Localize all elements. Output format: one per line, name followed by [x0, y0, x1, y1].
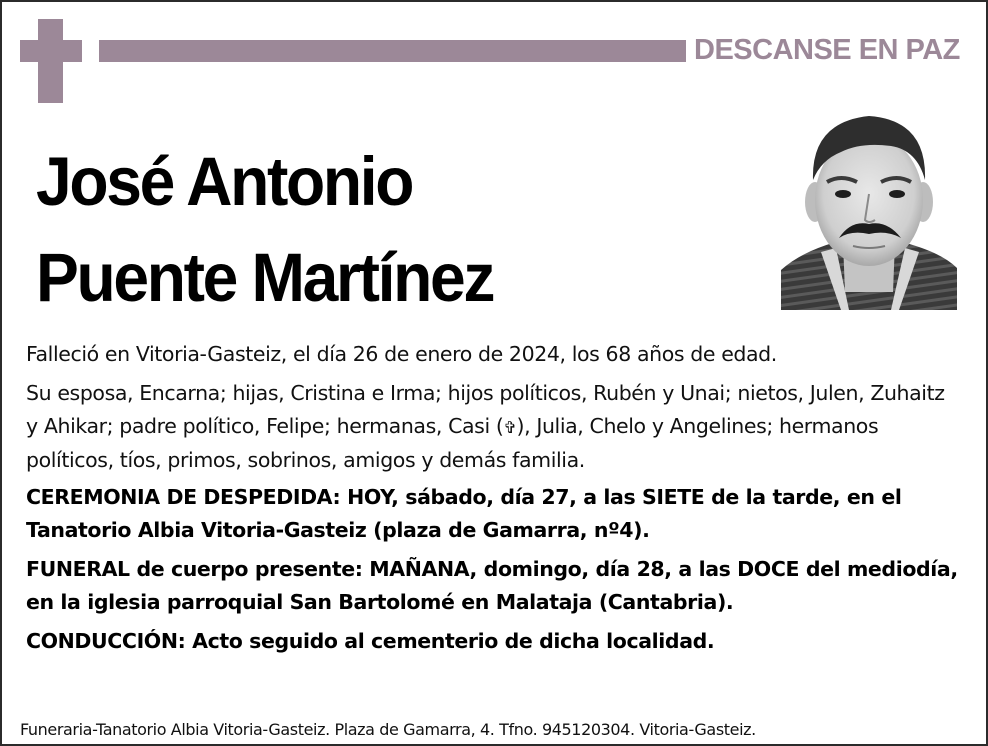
portrait-photo — [781, 102, 957, 310]
death-notice: Falleció en Vitoria-Gasteiz, el día 26 de enero de 2024, los 68 años de edad. — [26, 342, 777, 366]
family-text-part2: ), Julia, Chelo y Angelines; hermanos políticos, tíos, primos, sobrinos, amigos y demás familia. — [26, 414, 879, 472]
header-rule — [99, 40, 686, 62]
ceremony-info: CEREMONIA DE DESPEDIDA: HOY, sábado, día 27, a las SIETE de la tarde, en el Tanatorio Albia Vitoria-Gasteiz (plaza de Gamarra, nº4). — [26, 485, 902, 542]
deceased-cross-icon: ✞ — [503, 418, 517, 437]
funeral-info: FUNERAL de cuerpo presente: MAÑANA, domingo, día 28, a las DOCE del mediodía, en la iglesia parroquial San Bartolomé en Malataja (Cantabria). — [26, 557, 958, 614]
conduction-info: CONDUCCIÓN: Acto seguido al cementerio de dicha localidad. — [26, 629, 715, 653]
obituary-body — [26, 338, 961, 658]
family-list — [26, 377, 961, 477]
name-line-1: José Antonio — [36, 143, 413, 220]
family-text-part1: Su esposa, Encarna; hijas, Cristina e Irma; hijos políticos, Rubén y Unai; nietos, Julen, Zuhaitz y Ahikar; padre político, Felipe; hermanas, Casi ( — [26, 381, 945, 438]
funeral-home-footer: Funeraria-Tanatorio Albia Vitoria-Gasteiz. Plaza de Gamarra, 4. Tfno. 945120304. Vitoria-Gasteiz. — [20, 720, 756, 739]
deceased-name — [36, 134, 493, 326]
name-line-2: Puente Martínez — [36, 239, 494, 316]
portrait-image — [781, 102, 957, 310]
cross-horizontal-bar — [20, 40, 82, 62]
header-label: DESCANSE EN PAZ — [694, 34, 960, 66]
